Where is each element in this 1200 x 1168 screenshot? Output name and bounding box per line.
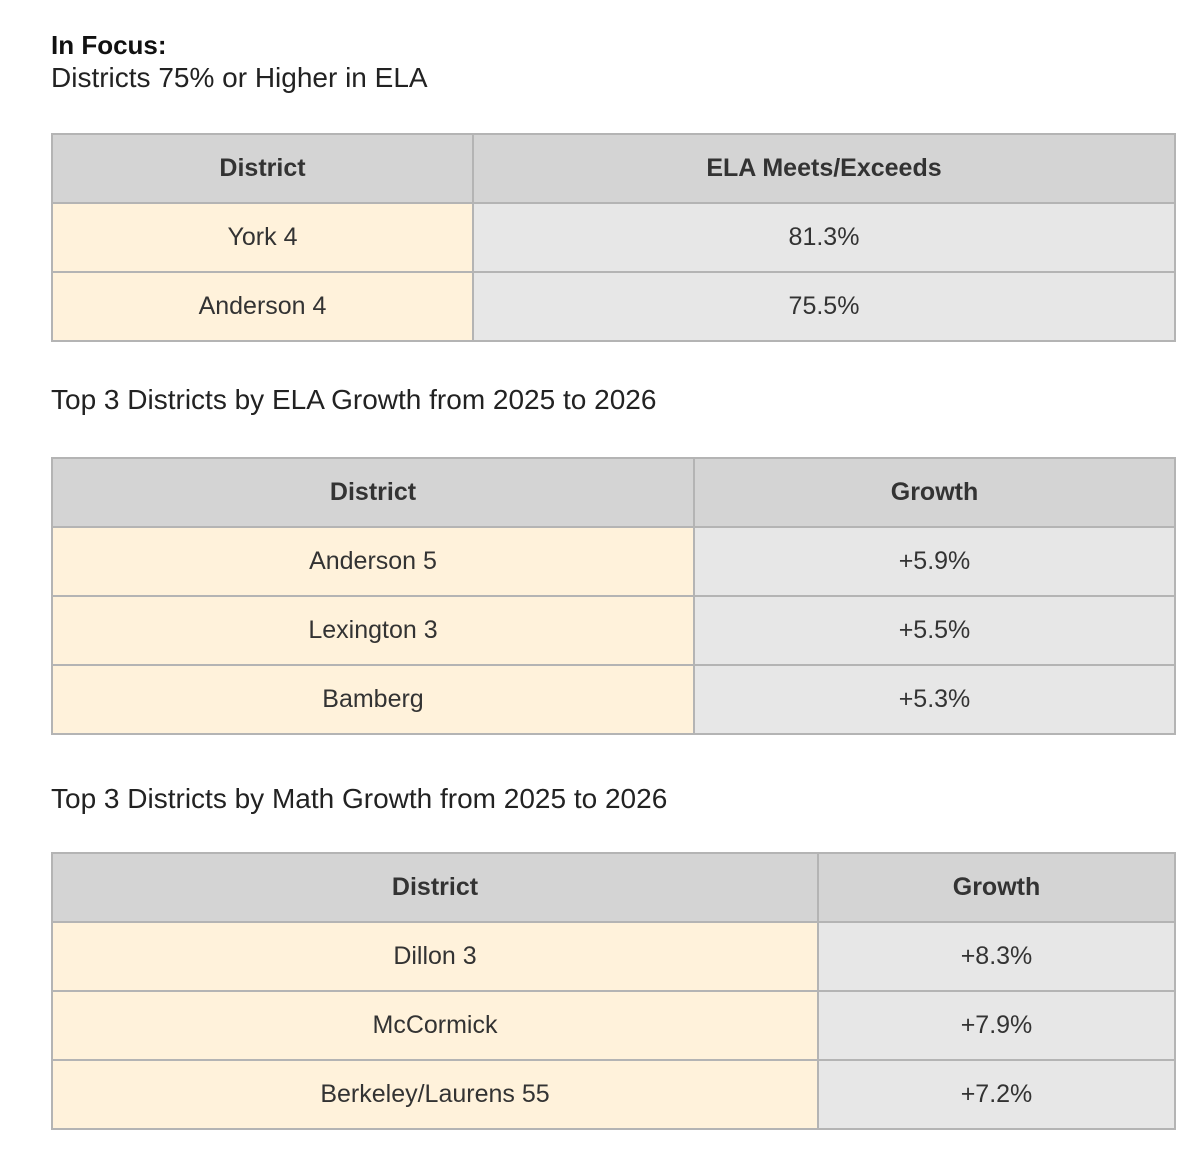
growth-column-header: Growth: [694, 458, 1175, 527]
growth-value-cell: +7.9%: [818, 991, 1175, 1060]
growth-value-cell: +8.3%: [818, 922, 1175, 991]
ela-value-cell: 81.3%: [473, 203, 1175, 272]
district-column-header: District: [52, 853, 818, 922]
district-cell: Anderson 5: [52, 527, 694, 596]
in-focus-label: In Focus:: [51, 30, 167, 60]
growth-value-cell: +7.2%: [818, 1060, 1175, 1129]
table-row: [52, 991, 1175, 1060]
ela-meets-exceeds-column-header: ELA Meets/Exceeds: [473, 134, 1175, 203]
ela-value-cell: 75.5%: [473, 272, 1175, 341]
district-cell: McCormick: [52, 991, 818, 1060]
growth-value-cell: +5.3%: [694, 665, 1175, 734]
growth-value-cell: +5.9%: [694, 527, 1175, 596]
ela-high-title: Districts 75% or Higher in ELA: [51, 62, 428, 93]
table-row: [52, 596, 1175, 665]
ela-high-table: [51, 133, 1176, 342]
district-cell: Berkeley/Laurens 55: [52, 1060, 818, 1129]
table-header-row: [52, 134, 1175, 203]
table-header-row: [52, 853, 1175, 922]
district-cell: Anderson 4: [52, 272, 473, 341]
table-header-row: [52, 458, 1175, 527]
table-row: [52, 1060, 1175, 1129]
math-growth-table: [51, 852, 1176, 1130]
table-row: [52, 665, 1175, 734]
district-column-header: District: [52, 458, 694, 527]
table-row: [52, 203, 1175, 272]
table-row: [52, 922, 1175, 991]
district-cell: Dillon 3: [52, 922, 818, 991]
growth-column-header: Growth: [818, 853, 1175, 922]
table-row: [52, 272, 1175, 341]
ela-growth-table: [51, 457, 1176, 735]
district-column-header: District: [52, 134, 473, 203]
math-growth-title: Top 3 Districts by Math Growth from 2025 to 2026: [51, 783, 668, 814]
district-cell: Lexington 3: [52, 596, 694, 665]
ela-growth-title: Top 3 Districts by ELA Growth from 2025 to 2026: [51, 384, 657, 415]
growth-value-cell: +5.5%: [694, 596, 1175, 665]
district-cell: Bamberg: [52, 665, 694, 734]
table-row: [52, 527, 1175, 596]
district-cell: York 4: [52, 203, 473, 272]
